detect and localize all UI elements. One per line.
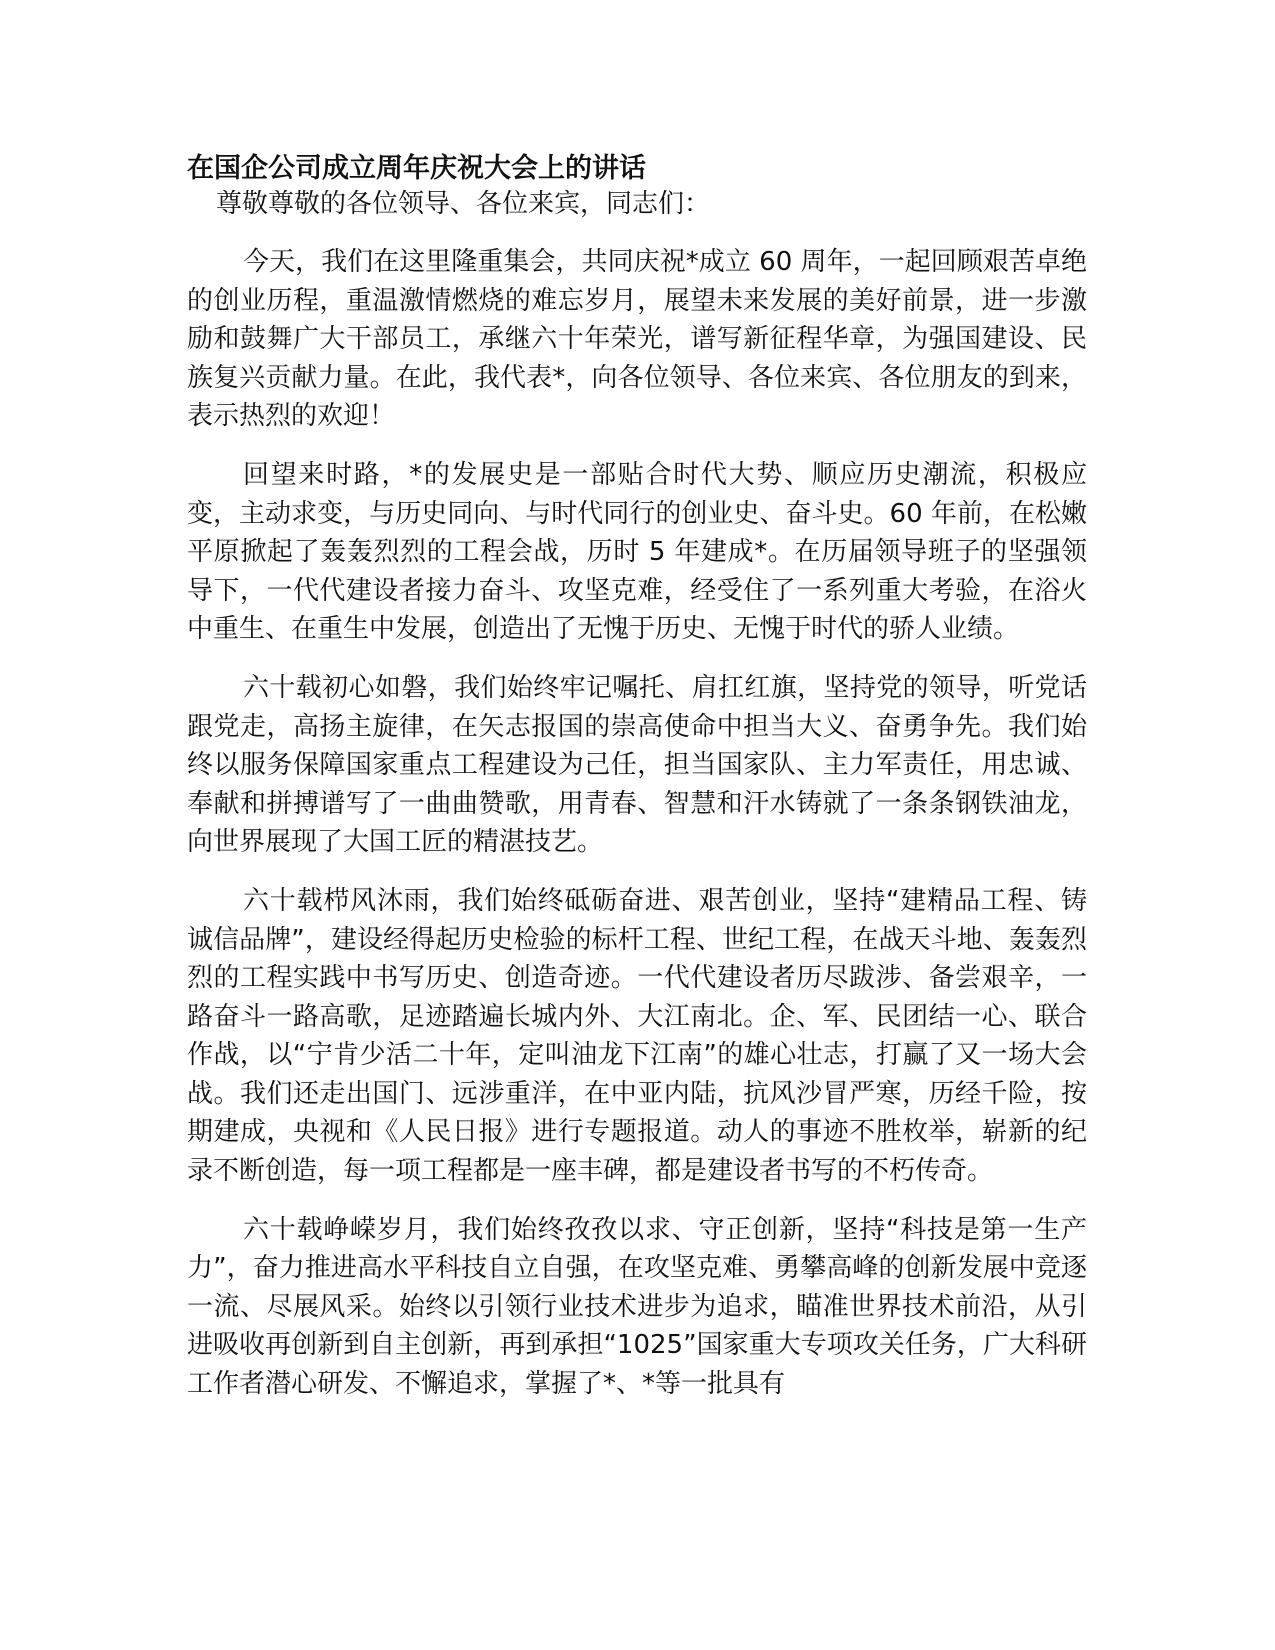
paragraph: 六十载峥嵘岁月，我们始终孜孜以求、守正创新，坚持“科技是第一生产力”，奋力推进高水平科技自立自强，在攻坚克难、勇攀高峰的创新发展中竞逐一流、尽展风采。始终以引领行业技术进步为追求，瞄准世界技术前沿，从引进吸收再创新到自主创新，再到承担“1025”国家重大专项攻关任务，广大科研工作者潜心研发、不懈追求，掌握了*、*等一批具有 <box>187 1214 1087 1400</box>
paragraph: 六十载栉风沐雨，我们始终砥砺奋进、艰苦创业，坚持“建精品工程、铸诚信品牌”，建设经得起历史检验的标杆工程、世纪工程，在战天斗地、轰轰烈烈的工程实践中书写历史、创造奇迹。一代代建设者历尽跋涉、备尝艰辛，一路奋斗一路高歌，足迹踏遍长城内外、大江南北。企、军、民团结一心、联合作战，以“宁肯少活二十年，定叫油龙下江南”的雄心壮志，打赢了又一场大会战。我们还走出国门、远涉重洋，在中亚内陆，抗风沙冒严寒，历经千险，按期建成，央视和《人民日报》进行专题报道。动人的事迹不胜枚举，崭新的纪录不断创造，每一项工程都是一座丰碑，都是建设者书写的不朽传奇。 <box>187 885 1087 1187</box>
paragraph: 今天，我们在这里隆重集会，共同庆祝*成立 60 周年，一起回顾艰苦卓绝的创业历程，重温激情燃烧的难忘岁月，展望未来发展的美好前景，进一步激励和鼓舞广大干部员工，承继六十年荣光，谱写新征程华章，为强国建设、民族复兴贡献力量。在此，我代表*，向各位领导、各位来宾、各位朋友的到来，表示热烈的欢迎！ <box>187 247 1087 432</box>
salutation: 尊敬尊敬的各位领导、各位来宾，同志们： <box>216 189 711 219</box>
document-body <box>187 243 1087 1424</box>
paragraph: 回望来时路，*的发展史是一部贴合时代大势、顺应历史潮流，积极应变，主动求变，与历史同向、与时代同行的创业史、奋斗史。60 年前，在松嫩平原掀起了轰轰烈烈的工程会战，历时 5 年建成*。在历届领导班子的坚强领导下，一代代建设者接力奋斗、攻坚克难，经受住了一系列重大考验，在浴火中重生、在重生中发展，创造出了无愧于历史、无愧于时代的骄人业绩。 <box>187 459 1087 645</box>
document-title: 在国企公司成立周年庆祝大会上的讲话 <box>187 153 646 184</box>
paragraph: 六十载初心如磐，我们始终牢记嘱托、肩扛红旗，坚持党的领导，听党话跟党走，高扬主旋律，在矢志报国的崇高使命中担当大义、奋勇争先。我们始终以服务保障国家重点工程建设为己任，担当国家队、主力军责任，用忠诚、奉献和拼搏谱写了一曲曲赞歌，用青春、智慧和汗水铸就了一条条钢铁油龙，向世界展现了大国工匠的精湛技艺。 <box>187 672 1087 858</box>
